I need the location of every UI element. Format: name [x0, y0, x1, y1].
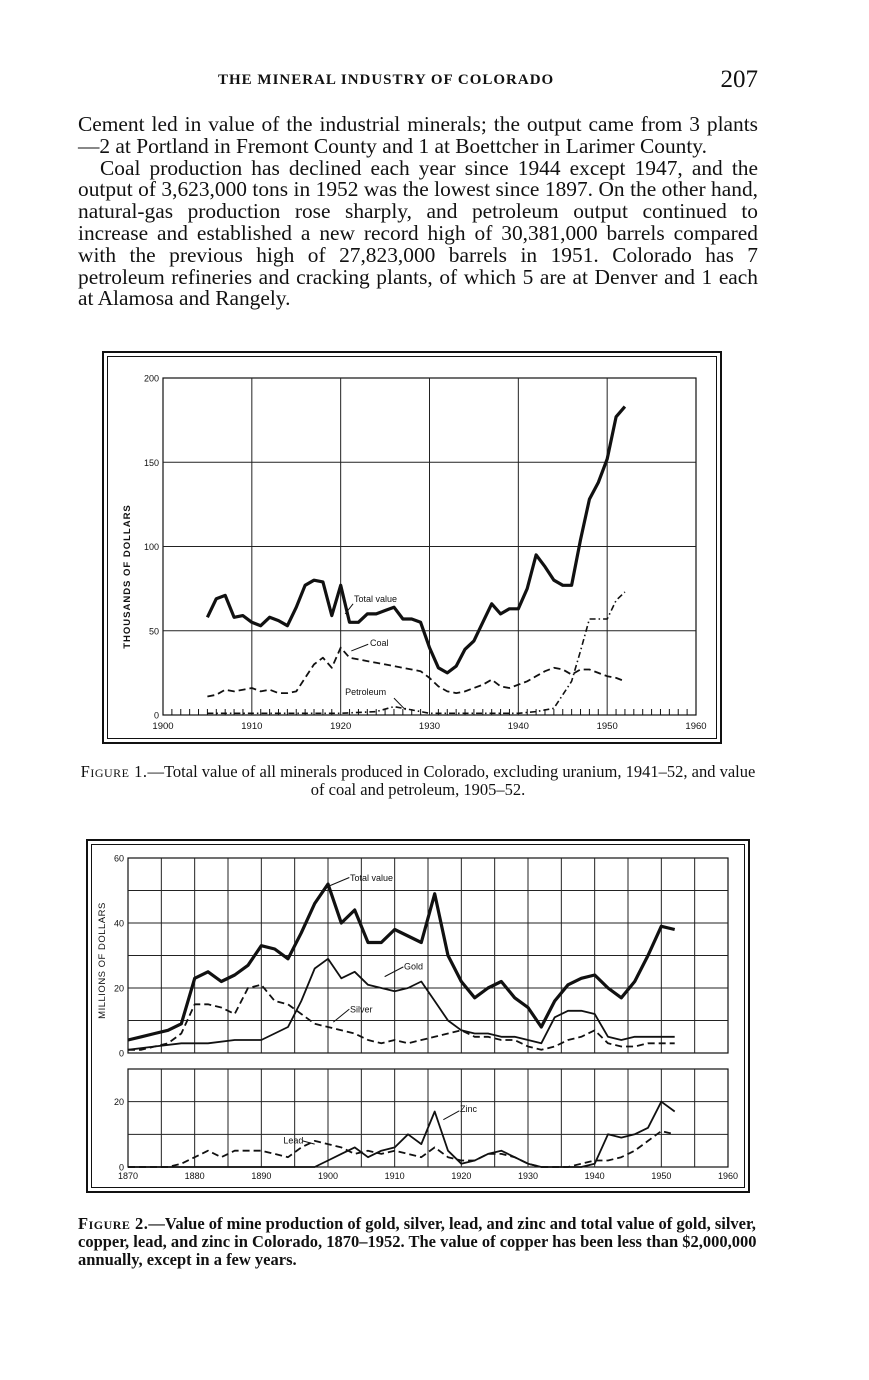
figure-1-inner-border	[107, 356, 717, 739]
figure-1-caption-lead: Figure 1.	[80, 762, 148, 781]
fig1-x-tick-label: 1950	[596, 721, 618, 732]
fig2-label-zinc: Zinc	[460, 1104, 478, 1115]
fig2-x-tick-label: 1880	[184, 1171, 205, 1181]
fig2-upper-series-silver	[128, 985, 675, 1050]
figure-1-caption-text: —Total value of all minerals produced in Colorado, excluding uranium, 1941–52, and value of coal and petroleum, 1905–52.	[147, 762, 756, 799]
figure-1-chart	[108, 357, 720, 742]
fig2-lower-y-tick-label: 20	[113, 1097, 124, 1108]
fig1-x-tick-label: 1910	[241, 721, 263, 732]
fig2-x-tick-label: 1910	[384, 1171, 405, 1181]
fig2-upper-y-tick-label: 0	[118, 1048, 124, 1059]
fig1-x-tick-label: 1920	[330, 721, 352, 732]
figure-1-caption	[78, 763, 758, 799]
running-title: THE MINERAL INDUSTRY OF COLORADO	[218, 72, 555, 88]
fig2-label-silver: Silver	[350, 1004, 373, 1015]
fig1-y-tick-label: 0	[153, 710, 159, 721]
fig2-label-zinc-leader	[443, 1111, 459, 1120]
fig2-lower-y-tick-label: 0	[118, 1162, 124, 1173]
fig2-x-tick-label: 1930	[517, 1171, 539, 1181]
fig1-y-tick-label: 150	[143, 457, 159, 468]
fig1-series-coal	[207, 648, 625, 697]
fig1-x-tick-label: 1960	[685, 721, 707, 732]
fig2-label-total-value: Total value	[350, 872, 394, 883]
paragraph-2: Coal production has declined each year since 1944 except 1947, and the output of 3,623,000 tons in 1952 was the lowest since 1897. On the other hand, natural-gas production rose sharply, and petroleum output continued to increase and established a new record high of 30,381,000 barrels compared with the previous high of 27,823,000 barrels in 1951. Colorado has 7 petroleum refineries and cracking plants, of which 5 are at Denver and 1 each at Alamosa and Rangely.	[78, 155, 758, 311]
fig2-x-tick-label: 1890	[251, 1171, 272, 1181]
figure-2-chart	[92, 845, 748, 1191]
fig1-x-tick-label: 1900	[152, 721, 174, 732]
fig2-upper-y-tick-label: 20	[113, 983, 124, 994]
fig1-x-tick-label: 1930	[418, 721, 441, 732]
fig2-x-tick-label: 1920	[451, 1171, 472, 1181]
body-text	[78, 114, 758, 310]
figure-1-frame	[102, 351, 722, 744]
fig2-lower-series-lead	[128, 1131, 675, 1167]
fig1-y-tick-label: 100	[143, 542, 159, 552]
fig2-upper-series-total-value	[128, 884, 675, 1040]
figure-2-caption-lead: Figure 2.	[78, 1214, 149, 1233]
fig2-x-tick-label: 1900	[317, 1171, 339, 1181]
fig1-label-petroleum: Petroleum	[345, 686, 387, 697]
fig1-y-axis-label: THOUSANDS OF DOLLARS	[122, 504, 133, 649]
fig1-label-total-value: Total value	[353, 594, 398, 605]
fig2-label-gold: Gold	[404, 961, 424, 972]
figure-2-frame	[86, 839, 750, 1193]
figure-2-caption-text: —Value of mine production of gold, silver, lead, and zinc and total value of gold, silver, copper, lead, and zinc in Colorado, 1870–1952. The value of copper has been less than $2,000,000 annually, except in a few years.	[78, 1214, 757, 1269]
page-number: 207	[720, 66, 758, 93]
fig1-y-tick-label: 50	[148, 626, 159, 637]
fig2-x-tick-label: 1950	[651, 1171, 672, 1181]
running-head	[78, 66, 758, 96]
fig2-y-axis-label: MILLIONS OF DOLLARS	[97, 902, 108, 1019]
paragraph-1: Cement led in value of the industrial minerals; the output came from 3 plants—2 at Portland in Fremont County and 1 at Boettcher in Larimer County.	[78, 112, 758, 158]
fig2-x-tick-label: 1960	[717, 1171, 739, 1181]
fig2-label-lead: Lead	[283, 1135, 304, 1146]
fig1-label-coal: Coal	[369, 637, 389, 648]
fig1-label-coal-leader	[351, 644, 368, 651]
figure-2-inner-border	[91, 844, 745, 1188]
fig2-label-total-value-leader	[330, 878, 349, 886]
fig2-label-gold-leader	[385, 967, 404, 977]
fig1-x-tick-label: 1940	[507, 721, 529, 732]
fig2-upper-y-tick-label: 40	[113, 918, 124, 929]
fig1-series-petroleum	[207, 592, 625, 713]
fig2-upper-y-tick-label: 60	[113, 853, 124, 864]
figure-2-caption	[78, 1215, 758, 1269]
fig1-series-total-value	[207, 407, 625, 673]
fig2-x-tick-label: 1870	[117, 1171, 139, 1181]
fig1-y-tick-label: 200	[143, 373, 159, 384]
fig2-x-tick-label: 1940	[584, 1171, 605, 1181]
